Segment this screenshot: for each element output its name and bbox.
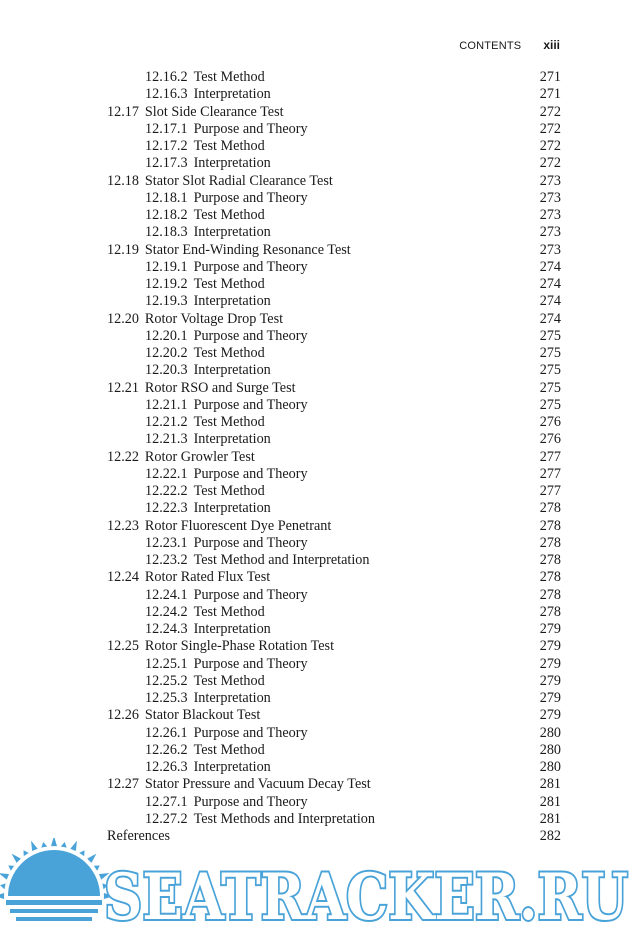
toc-entry [107, 690, 561, 707]
toc-page-number: 279 [539, 655, 561, 672]
toc-section-number: 12.18.1 [145, 189, 188, 206]
toc-section-number: 12.18.2 [145, 207, 188, 223]
toc-entry [107, 293, 561, 310]
toc-entry-text [145, 587, 308, 604]
toc-page-number: 277 [539, 448, 561, 465]
header-label: CONTENTS [459, 40, 522, 52]
toc-page-number: 275 [539, 379, 561, 396]
toc-section-title: Test Method [193, 672, 265, 689]
toc-entry [107, 673, 561, 690]
toc-page-number: 280 [539, 724, 561, 741]
toc-entry [107, 104, 561, 121]
toc-page-number: 278 [539, 534, 561, 551]
toc-section-number: 12.20 [107, 310, 139, 327]
toc-entry-text [145, 69, 265, 86]
toc-entry [107, 535, 561, 552]
toc-page-number: 271 [539, 69, 561, 85]
toc-section-number: 12.19.2 [145, 276, 188, 292]
toc-section-number: 12.19.3 [145, 293, 188, 310]
toc-page-number: 277 [539, 465, 561, 482]
toc-section-title: Rotor Growler Test [144, 448, 255, 465]
sun-ray [94, 865, 100, 870]
toc-section-number: 12.18 [107, 172, 139, 189]
toc-entry [107, 276, 561, 293]
toc-entry [107, 604, 561, 621]
toc-page-number: 278 [539, 552, 561, 568]
toc-section-number: 12.27 [107, 776, 139, 793]
sun-ray [8, 865, 14, 870]
toc-section-number: 12.22.3 [145, 500, 188, 517]
sun-ray [41, 842, 47, 848]
toc-section-number: 12.21.1 [145, 396, 188, 413]
toc-entry [107, 587, 561, 604]
toc-section-number: 12.19 [107, 241, 139, 258]
toc-entry [107, 380, 561, 397]
toc-entry-text [145, 725, 308, 742]
toc-section-title: Interpretation [193, 690, 271, 706]
toc-section-title: Rotor RSO and Surge Test [144, 379, 296, 396]
toc-entry-text [145, 224, 271, 241]
toc-entry [107, 742, 561, 759]
toc-entry [107, 794, 561, 811]
toc-section-title: Test Method [193, 414, 265, 430]
toc-section-title: Purpose and Theory [193, 534, 308, 551]
toc-section-number: 12.26.2 [145, 741, 188, 758]
toc-entry-text [145, 276, 265, 293]
toc-section-number: 12.20.1 [145, 327, 188, 344]
toc-section-number: 12.22.2 [145, 483, 188, 499]
toc-section-title: Stator Slot Radial Clearance Test [144, 172, 333, 189]
toc-section-title: Stator End-Winding Resonance Test [144, 241, 351, 258]
toc-page-number: 281 [539, 793, 561, 810]
toc-page-number: 278 [539, 569, 561, 586]
toc-entry [107, 121, 561, 138]
toc-section-number: 12.16.3 [145, 86, 188, 103]
toc-entry [107, 552, 561, 569]
toc-entry [107, 776, 561, 793]
toc-entry-text [145, 138, 265, 155]
toc-entry [107, 518, 561, 535]
toc-entry-text [107, 707, 260, 724]
toc-entry-text [145, 811, 375, 828]
toc-section-title: Purpose and Theory [193, 396, 308, 413]
toc-section-title: Purpose and Theory [193, 327, 308, 344]
toc-section-title: Purpose and Theory [193, 586, 308, 603]
toc-entry [107, 328, 561, 345]
toc-section-number: 12.27.1 [145, 793, 188, 810]
toc-entry [107, 242, 561, 259]
toc-section-title: Test Method [193, 69, 265, 85]
toc-entry [107, 569, 561, 586]
toc-entry-text [145, 673, 265, 690]
toc-section-number: 12.22 [107, 448, 139, 465]
toc-section-number: 12.25 [107, 638, 139, 655]
toc-section-number: 12.17.1 [145, 120, 188, 137]
sun-ray [23, 850, 28, 856]
toc-entry-text [145, 414, 265, 431]
sun-ray [70, 841, 77, 851]
toc-page-number: 281 [539, 810, 561, 827]
toc-page-number: 279 [539, 690, 561, 706]
toc-section-title: Interpretation [193, 500, 271, 517]
toc-page-number: 278 [539, 586, 561, 603]
toc-page-number: 273 [539, 241, 561, 258]
toc-entry-text [145, 207, 265, 224]
sun-ray [51, 838, 57, 846]
toc-section-number: 12.20.3 [145, 362, 188, 379]
toc-section-title: Rotor Rated Flux Test [144, 569, 271, 586]
toc-entry-text [145, 466, 308, 483]
toc-section-number: 12.24.3 [145, 621, 188, 637]
toc-entry-text [145, 742, 265, 759]
toc-section-number: 12.24.1 [145, 586, 188, 603]
toc-section-title: Rotor Voltage Drop Test [144, 310, 284, 327]
toc-section-number: 12.26.1 [145, 724, 188, 741]
toc-entry-text [107, 449, 255, 466]
toc-entry [107, 707, 561, 724]
toc-entry [107, 155, 561, 172]
toc-section-title: Test Method and Interpretation [193, 552, 370, 568]
sun-ray [79, 850, 84, 856]
toc-entry [107, 397, 561, 414]
sun-ray [0, 873, 9, 880]
toc-section-number: 12.25.1 [145, 655, 188, 672]
running-header [459, 38, 560, 52]
toc-section-number: 12.25.3 [145, 690, 188, 706]
toc-page-number: 279 [539, 707, 561, 724]
toc-section-title: Rotor Single-Phase Rotation Test [144, 638, 335, 655]
toc-entry-text [145, 759, 271, 776]
toc-entry-text [107, 173, 333, 190]
toc-section-number: 12.22.1 [145, 465, 188, 482]
toc-page-number: 282 [539, 828, 561, 844]
toc-entry-text [107, 380, 296, 397]
toc-entry-text [145, 121, 308, 138]
toc-section-title: Purpose and Theory [193, 724, 308, 741]
toc-section-title: Purpose and Theory [193, 793, 308, 810]
toc-entry-text [145, 397, 308, 414]
toc-page-number: 272 [539, 138, 561, 154]
watermark [0, 838, 638, 937]
sun-ray [61, 842, 67, 848]
toc-section-title: Stator Blackout Test [144, 707, 261, 724]
toc-entry [107, 500, 561, 517]
sun-icon [0, 838, 114, 921]
toc-section-title: Purpose and Theory [193, 189, 308, 206]
toc-section-number: 12.24.2 [145, 603, 188, 620]
toc-page-number: 279 [539, 672, 561, 689]
toc-entry-text [145, 690, 271, 707]
toc-page-number: 274 [539, 293, 561, 310]
toc-entry-text [107, 518, 331, 535]
sun-ray [87, 854, 96, 863]
toc-entry [107, 431, 561, 448]
toc-section-title: Test Method [193, 138, 265, 154]
toc-entry-text [145, 431, 271, 448]
toc-section-number: 12.18.3 [145, 224, 188, 241]
toc-section-title: Purpose and Theory [193, 655, 308, 672]
toc-section-number: 12.17.3 [145, 155, 188, 172]
toc-page-number: 275 [539, 362, 561, 379]
toc-section-title: Purpose and Theory [193, 258, 308, 275]
toc-section-number: 12.17.2 [145, 138, 188, 154]
watermark-graphic [0, 838, 638, 937]
toc-page-number: 280 [539, 741, 561, 758]
toc-section-number: 12.23.1 [145, 534, 188, 551]
toc-section-title: Test Method [193, 207, 265, 223]
toc-page-number: 272 [539, 120, 561, 137]
toc-page-number: 275 [539, 396, 561, 413]
toc-section-number: 12.17 [107, 103, 139, 120]
toc-section-title: Interpretation [193, 155, 271, 172]
toc-section-title: Test Method [193, 345, 265, 361]
toc-entry-text [145, 362, 271, 379]
table-of-contents [107, 69, 561, 845]
toc-section-number: 12.16.2 [145, 69, 188, 85]
toc-entry-text [145, 328, 308, 345]
toc-page-number: 278 [539, 603, 561, 620]
toc-section-number: 12.27.2 [145, 810, 188, 827]
toc-entry-text [145, 535, 308, 552]
toc-entry-text [145, 259, 308, 276]
toc-entry [107, 483, 561, 500]
toc-entry-text [145, 500, 271, 517]
toc-section-number: 12.23.2 [145, 552, 188, 568]
toc-entry-text [107, 638, 334, 655]
sun-ray [31, 841, 38, 851]
toc-entry [107, 86, 561, 103]
toc-section-title: Interpretation [193, 293, 271, 310]
toc-section-title: Test Methods and Interpretation [193, 810, 375, 827]
toc-page-number: 272 [539, 103, 561, 120]
toc-entry-text [145, 345, 265, 362]
toc-page-number: 276 [539, 414, 561, 430]
toc-section-title: Stator Pressure and Vacuum Decay Test [144, 776, 371, 793]
toc-entry [107, 224, 561, 241]
toc-entry-text [145, 293, 271, 310]
toc-entry-text [145, 621, 271, 638]
toc-section-title: Test Method [193, 483, 265, 499]
toc-entry [107, 656, 561, 673]
toc-entry [107, 138, 561, 155]
toc-section-number: 12.24 [107, 569, 139, 586]
toc-section-title: Slot Side Clearance Test [144, 103, 284, 120]
toc-page-number: 273 [539, 224, 561, 241]
toc-entry [107, 621, 561, 638]
toc-section-number: 12.26.3 [145, 759, 188, 775]
toc-section-title: Test Method [193, 741, 265, 758]
toc-section-title: Interpretation [193, 362, 271, 379]
toc-section-number: 12.25.2 [145, 672, 188, 689]
toc-page-number: 279 [539, 638, 561, 655]
toc-page-number: 274 [539, 276, 561, 292]
toc-section-number: 12.21.2 [145, 414, 188, 430]
toc-section-title: Purpose and Theory [193, 465, 308, 482]
toc-entry-text [107, 242, 351, 259]
toc-section-number: 12.19.1 [145, 258, 188, 275]
toc-entry [107, 190, 561, 207]
sun-ray [12, 854, 21, 863]
toc-page-number: 278 [539, 517, 561, 534]
toc-entry-text [145, 604, 265, 621]
toc-section-title: Interpretation [193, 431, 271, 448]
toc-entry [107, 362, 561, 379]
toc-section-title: Purpose and Theory [193, 120, 308, 137]
toc-entry-text [145, 155, 271, 172]
toc-page-number: 273 [539, 172, 561, 189]
toc-entry-text [107, 104, 284, 121]
sun-ray [0, 893, 4, 899]
toc-entry [107, 638, 561, 655]
toc-page-number: 272 [539, 155, 561, 172]
toc-page-number: 275 [539, 327, 561, 344]
header-page-number: xiii [543, 38, 560, 52]
toc-entry-text [145, 86, 271, 103]
toc-section-title: Interpretation [193, 759, 271, 775]
toc-entry-text [107, 311, 283, 328]
toc-entry-text [145, 552, 369, 569]
toc-section-title: Interpretation [193, 224, 271, 241]
toc-entry [107, 259, 561, 276]
toc-entry-text [145, 794, 308, 811]
toc-section-number: 12.23 [107, 517, 139, 534]
toc-entry [107, 811, 561, 828]
toc-entry [107, 345, 561, 362]
toc-entry-text [145, 190, 308, 207]
toc-entry [107, 449, 561, 466]
toc-entry [107, 725, 561, 742]
toc-entry [107, 173, 561, 190]
toc-page-number: 273 [539, 207, 561, 223]
toc-page-number: 271 [539, 86, 561, 103]
toc-page-number: 274 [539, 258, 561, 275]
toc-entry [107, 414, 561, 431]
toc-page-number: 278 [539, 500, 561, 517]
toc-page-number: 275 [539, 345, 561, 361]
toc-page-number: 274 [539, 310, 561, 327]
toc-entry-text [107, 569, 270, 586]
toc-entry-text [145, 483, 265, 500]
toc-entry [107, 69, 561, 86]
toc-page-number: 281 [539, 776, 561, 793]
toc-entry-text [145, 656, 308, 673]
toc-page-number: 280 [539, 759, 561, 775]
toc-section-title: Interpretation [193, 621, 271, 637]
toc-page-number: 276 [539, 431, 561, 448]
toc-page-number: 279 [539, 621, 561, 637]
toc-entry [107, 207, 561, 224]
toc-entry [107, 466, 561, 483]
watermark-text: SEATRACKER.RU [104, 860, 628, 935]
toc-entry [107, 759, 561, 776]
toc-page-number: 273 [539, 189, 561, 206]
toc-entry-text [107, 776, 371, 793]
toc-entry [107, 311, 561, 328]
toc-section-number: 12.21.3 [145, 431, 188, 448]
toc-page-number: 277 [539, 483, 561, 499]
toc-section-title: Interpretation [193, 86, 271, 103]
toc-section-number: 12.20.2 [145, 345, 188, 361]
toc-section-title: Test Method [193, 276, 265, 292]
toc-section-title: Test Method [193, 603, 265, 620]
sun-ray [0, 883, 6, 889]
toc-section-title: References [107, 828, 171, 844]
toc-section-number: 12.26 [107, 707, 139, 724]
toc-section-number: 12.21 [107, 379, 139, 396]
toc-section-title: Rotor Fluorescent Dye Penetrant [144, 517, 332, 534]
